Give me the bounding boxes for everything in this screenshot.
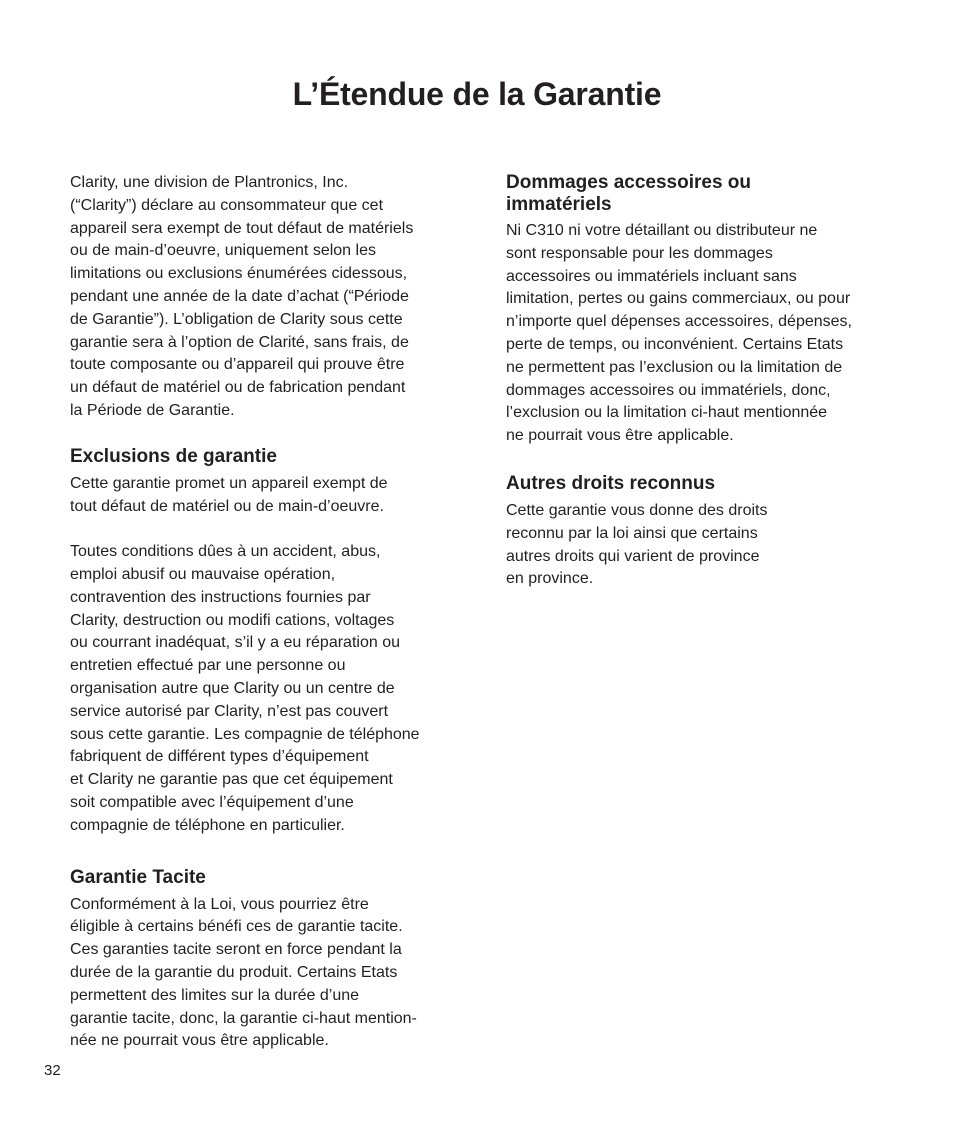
left-column (70, 172, 455, 1053)
tacite-heading: Garantie Tacite (70, 866, 206, 888)
dommages-heading: Dommages accessoires ou immatériels (506, 172, 752, 215)
exclusions-heading: Exclusions de garantie (70, 445, 277, 467)
page-number: 32 (44, 1062, 61, 1079)
exclusions-paragraph-2: Toutes conditions dûes à un accident, abus, emploi abusif ou mauvaise opération, contravention des instructions fournies par Clarity, destruction ou modifi cations, voltages ou courrant inadéquat, s’il y a eu réparation ou entretien effectué par une personne ou organisation autre que Clarity ou un centre de service autorisé par Clarity, n’est pas couvert sous cette garantie. Les compagnie de téléphone fabriquent de différent types d’équipement et Clarity ne garantie pas que cet équipement soit compatible avec l’équipement d’une compagnie de téléphone en particulier. (70, 543, 420, 834)
autres-droits-paragraph: Cette garantie vous donne des droits reconnu par la loi ainsi que certains autres droits qui varient de province en province. (506, 501, 768, 588)
tacite-paragraph: Conformément à la Loi, vous pourriez être éligible à certains bénéfi ces de garantie tacite. Ces garanties tacite seront en force pendant la durée de la garantie du produit. Certains Etats permettent des limites sur la durée d’une garantie tacite, donc, la garantie ci-haut mention- née ne pourrait vous être applicable. (70, 895, 417, 1050)
right-column (506, 172, 896, 591)
page-title: L’Étendue de la Garantie (292, 76, 662, 112)
intro-paragraph: Clarity, une division de Plantronics, Inc. (“Clarity”) déclare au consommateur que cet appareil sera exempt de tout défaut de matériels ou de main-d’oeuvre, uniquement selon les limitations ou exclusions énumérées cidessous, pendant une année de la date d’achat (“Période de Garantie”). L’obligation de Clarity sous cette garantie sera à l’option de Clarité, sans frais, de toute composante ou d’appareil qui prouve être un défaut de matériel ou de fabrication pendant la Période de Garantie. (70, 174, 414, 419)
exclusions-paragraph-1: Cette garantie promet un appareil exempt de tout défaut de matériel ou de main-d’oeuvre. (70, 474, 388, 515)
autres-droits-heading: Autres droits reconnus (506, 472, 716, 494)
dommages-paragraph: Ni C310 ni votre détaillant ou distributeur ne sont responsable pour les dommages accessoires ou immatériels incluant sans limitation, pertes ou gains commerciaux, ou pour n’importe quel dépenses accessoires, dépenses, perte de temps, ou inconvénient. Certains Etats ne permettent pas l’exclusion ou la limitation de dommages accessoires ou immatériels, donc, l’exclusion ou la limitation ci-haut mentionnée ne pourrait vous être applicable. (506, 222, 852, 445)
